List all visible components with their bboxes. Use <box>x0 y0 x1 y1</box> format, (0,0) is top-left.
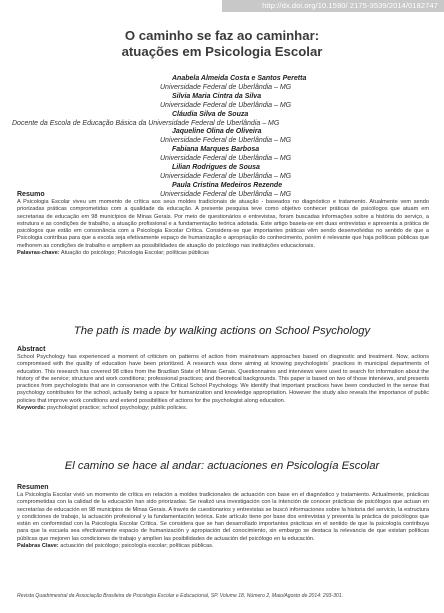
abstract-keywords-label: Keywords: <box>17 405 46 412</box>
english-title: The path is made by walking actions on School Psychology <box>73 325 371 337</box>
author-affiliation: Universidade Federal de Uberlândia – MG <box>160 190 292 198</box>
author-affiliation: Universidade Federal de Uberlândia – MG <box>160 101 292 109</box>
resumen-heading: Resumen <box>17 484 49 491</box>
abstract-keywords <box>17 405 429 412</box>
doi-banner: http://dx.doi.org/10.1590/ 2175-3539/2014/0182747 <box>222 0 444 12</box>
abstract-keywords-text: psychologist practice; school psychology; public policies. <box>45 405 188 412</box>
journal-footer: Revista Quadrimestral da Associação Brasileira de Psicologia Escolar e Educacional, SP. Volume 18, Número 2, Maio/Agosto de 2014: 293-301. <box>17 593 343 599</box>
article-title <box>0 28 444 60</box>
author-affiliation: Universidade Federal de Uberlândia – MG <box>160 137 292 145</box>
abstract-heading: Abstract <box>17 346 46 353</box>
author-affiliation: Universidade Federal de Uberlândia – MG <box>160 172 292 180</box>
author-name: Paula Cristina Medeiros Rezende <box>172 181 283 189</box>
resumen-body: La Psicología Escolar vivió un momento de crítica en relación a moldes tradicionales de actuación con base en el diagnóstico y tratamiento. Actualmente, prácticas comprometidas con la calidad de la educación han sido priorizadas. Se realizó una investigación con la intención de conocer prácticas de psicólogos que actuan en secretarías de educación en 98 municipios de Minas Gerais. A través de cuestionarios y entrevistas se buscó informaciones sobre la historia del servicio, la estructura y condiciones de trabajo, la actuación profesional y la fundamentación teórica. Este artículo tiene por base dos entrevistas y presenta la práctica de psicólogos que están en conformidad con la Psicología Escolar Crítica. Se considera que se han desarrollado importantes prácticas en el sentido de que la psicología contribuya para que la escuela sea efectivamente espacio de humanización y apropiación del conocimiento, sin embargo se destaca la relevancia de que existan políticas públicas que mejoren las condiciones de trabajo y amplíen las posibilidades de actuación del psicólogo en la educación. <box>17 492 429 542</box>
resumen-keywords <box>17 543 429 550</box>
abstract-section <box>17 345 429 412</box>
author-name: Cláudia Silva de Souza <box>172 110 249 118</box>
author-name: Anabela Almeida Costa e Santos Peretta <box>172 75 307 82</box>
title-line-1: O caminho se faz ao caminhar: <box>124 28 320 43</box>
author-name: Jaqueline Olina de Oliveira <box>172 128 262 136</box>
author-affiliation: Universidade Federal de Uberlândia – MG <box>160 83 292 91</box>
spanish-title: El camino se hace al andar: actuaciones en Psicología Escolar <box>64 460 380 472</box>
author-name: Lilian Rodrigues de Sousa <box>172 164 260 172</box>
resumo-keywords-label: Palavras-chave: <box>17 250 60 257</box>
author-affiliation: Universidade Federal de Uberlândia – MG <box>160 155 292 163</box>
resumo-keywords-text: Atuação do psicólogo; Psicologia Escolar; políticas públicas <box>59 250 209 257</box>
author-name: Fabiana Marques Barbosa <box>172 146 260 154</box>
resumen-keywords-text: actuación del psicólogo; psicología escolar; políticas públicas. <box>58 543 214 550</box>
author-name: Silvia Maria Cintra da Silva <box>172 92 262 100</box>
author-affiliation: Docente da Escola de Educação Básica da Universidade Federal de Uberlândia – MG <box>12 119 280 127</box>
title-line-2: atuações em Psicologia Escolar <box>121 44 323 59</box>
abstract-body: School Psychology has experienced a moment of criticism on patterns of action from mainstream approaches based on diagnostic and treatment. Now, actions compromised with the quality of education have been prioritized. A research was done aiming at knowing psychologists´ practices in municipal departments of education. This research has covered 98 cities from the Brazilian State of Minas Gerais. Questionnaires and interviews were used to search for information about the history of the service; structure and work conditions; professional practices; and theoretical backgrounds. This paper is based on two of those interviews, and presents practices from psychologists that are in consonance with the Critical School Psychology. We identify that important practices have been conducted in the sense that psychology contributes for the school, actually being a space for humanization and knowledge appropriation. However the study also reveals the importance of public policies that improve work conditions and extend possibilities of actions for the psychologist along education. <box>17 354 429 404</box>
author-list <box>10 75 444 200</box>
resumo-body: A Psicologia Escolar viveu um momento de crítica aos seus moldes tradicionais de atuação - baseados no diagnóstico e tratamento. Atualmente vem sendo priorizadas práticas comprometidas com a qualidade da educação. A presente pesquisa teve como objetivo conhecer práticas de psicólogos que atuam em secretarias de educação em 98 municípios de Minas Gerais. Por meio de questionários e entrevistas, foram buscadas informações sobre a história do serviço, a estrutura e as condições de trabalho, a atuação profissional e a fundamentação teórica adotada. Este artigo baseia-se em duas entrevistas e apresenta a prática de psicólogos que estão em consonância com a Psicologia Escolar Crítica. Considera-se que importantes práticas vêm sendo desenvolvidas no sentido de que a Psicologia contribua para que a escola seja efetivamente espaço de humanização e apropriação do conhecimento, porém é relevante que haja políticas públicas que melhorem as condições de trabalho e ampliem as possibilidades de atuação do psicólogo nas instituições educacionais. <box>17 199 429 249</box>
resumen-section <box>17 483 429 550</box>
resumo-heading: Resumo <box>17 191 45 198</box>
resumo-keywords <box>17 250 429 257</box>
resumen-keywords-label: Palabras Clave: <box>17 543 59 550</box>
resumo-section <box>17 190 429 257</box>
